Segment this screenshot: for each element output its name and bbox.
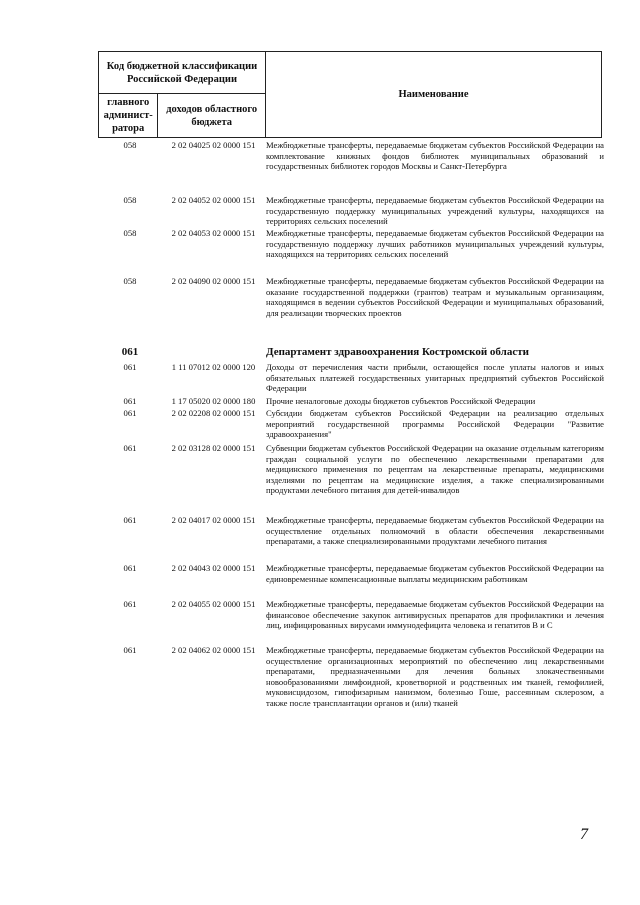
name-column-header: Наименование: [266, 52, 602, 138]
row-name: Доходы от перечисления части прибыли, остающейся после уплаты налогов и иных обязательных платежей государственных унитарных предприятий субъектов Российской Федерации: [266, 362, 604, 394]
income-code: 2 02 04052 02 0000 151: [171, 195, 256, 205]
income-code: 2 02 02208 02 0000 151: [171, 408, 256, 418]
table-row: [98, 645, 604, 741]
admin-code: 058: [123, 228, 137, 238]
row-name: Прочие неналоговые доходы бюджетов субъектов Российской Федерации: [266, 396, 536, 406]
code-group-header: Код бюджетной классификации Российской Федерации: [99, 52, 266, 94]
table-row: [98, 563, 604, 599]
admin-column-header: главного админист-ратора: [99, 94, 158, 138]
row-name: Субсидии бюджетам субъектов Российской Федерации на реализацию отдельных мероприятий государственной программы Российской Федерации "Развитие здравоохранения": [266, 408, 604, 440]
table-row: [98, 408, 604, 443]
row-name: Межбюджетные трансферты, передаваемые бюджетам субъектов Российской Федерации на государственную поддержку лучших работников муниципальных учреждений культуры, находящихся на территориях сельских поселений: [266, 228, 604, 260]
admin-code: 061: [123, 443, 137, 453]
admin-code: 061: [123, 362, 137, 372]
income-code: 1 17 05020 02 0000 180: [171, 396, 256, 406]
page-number: 7: [580, 826, 588, 843]
table-row: [98, 140, 604, 195]
income-code: 2 02 03128 02 0000 151: [171, 443, 256, 453]
income-code: 1 11 07012 02 0000 120: [171, 362, 256, 372]
table-row: [98, 195, 604, 228]
department-row: [98, 346, 604, 362]
table-row: [98, 276, 604, 346]
income-code: 2 02 04090 02 0000 151: [171, 276, 256, 286]
admin-code: 061: [123, 563, 137, 573]
income-code: 2 02 04062 02 0000 151: [171, 645, 256, 655]
income-code: 2 02 04055 02 0000 151: [171, 599, 256, 609]
admin-code: 061: [123, 599, 137, 609]
row-name: Межбюджетные трансферты, передаваемые бюджетам субъектов Российской Федерации на осуществление организационных мероприятий по обеспечению лиц лекарственными препаратами, предназначенными для лечения больных злокачественными новообразованиями лимфоидной, кроветворной и родственных им тканей, гемофилией, муковисцидозом, гипофизарным нанизмом, болезнью Гоше, рассеянным склерозом, а также после трансплантации органов и (или) тканей: [266, 645, 604, 708]
income-code: 2 02 04017 02 0000 151: [171, 515, 256, 525]
department-name: Департамент здравоохранения Костромской области: [266, 346, 529, 358]
income-code: 2 02 04025 02 0000 151: [171, 140, 256, 150]
table-row: [98, 443, 604, 515]
row-name: Межбюджетные трансферты, передаваемые бюджетам субъектов Российской Федерации на осуществление отдельных полномочий в области обеспечения лекарственными препаратами, а также специализированными продуктами лечебного питания: [266, 515, 604, 547]
admin-code: 061: [123, 396, 137, 406]
table-header: [98, 51, 602, 138]
row-name: Субвенции бюджетам субъектов Российской Федерации на оказание отдельным категориям граждан социальной услуги по обеспечению лекарственными препаратами для медицинского применения по рецептам на лекарственные препараты, медицинскими изделиями по рецептам на медицинские изделия, а также специализированными продуктами лечебного питания для детей-инвалидов: [266, 443, 604, 496]
row-name: Межбюджетные трансферты, передаваемые бюджетам субъектов Российской Федерации на комплектование книжных фондов библиотек муниципальных образований и государственных библиотек городов Москвы и Санкт-Петербурга: [266, 140, 604, 172]
income-code: 2 02 04053 02 0000 151: [171, 228, 256, 238]
admin-code: 058: [123, 276, 137, 286]
table-row: [98, 396, 604, 408]
admin-code: 058: [123, 195, 137, 205]
table-row: [98, 228, 604, 276]
row-name: Межбюджетные трансферты, передаваемые бюджетам субъектов Российской Федерации на единовременные компенсационные выплаты медицинским работникам: [266, 563, 604, 584]
table-row: [98, 515, 604, 563]
income-code: 2 02 04043 02 0000 151: [171, 563, 256, 573]
admin-code: 061: [123, 515, 137, 525]
row-name: Межбюджетные трансферты, передаваемые бюджетам субъектов Российской Федерации на государственную поддержку муниципальных учреждений культуры, находящихся на территориях сельских поселений: [266, 195, 604, 227]
department-code: 061: [121, 346, 139, 358]
income-column-header: доходов областного бюджета: [158, 94, 266, 138]
table-row: [98, 362, 604, 396]
admin-code: 061: [123, 645, 137, 655]
row-name: Межбюджетные трансферты, передаваемые бюджетам субъектов Российской Федерации на финансовое обеспечение закупок антивирусных препаратов для профилактики и лечения лиц, инфицированных вирусами иммунодефицита человека и гепатитов B и C: [266, 599, 604, 631]
table-row: [98, 599, 604, 645]
table-body: [98, 140, 604, 741]
row-name: Межбюджетные трансферты, передаваемые бюджетам субъектов Российской Федерации на оказание государственной поддержки (грантов) театрам и музыкальным организациям, находящимся в ведении субъектов Российской Федерации и муниципальных образований, для реализации творческих проектов: [266, 276, 604, 318]
admin-code: 061: [123, 408, 137, 418]
admin-code: 058: [123, 140, 137, 150]
